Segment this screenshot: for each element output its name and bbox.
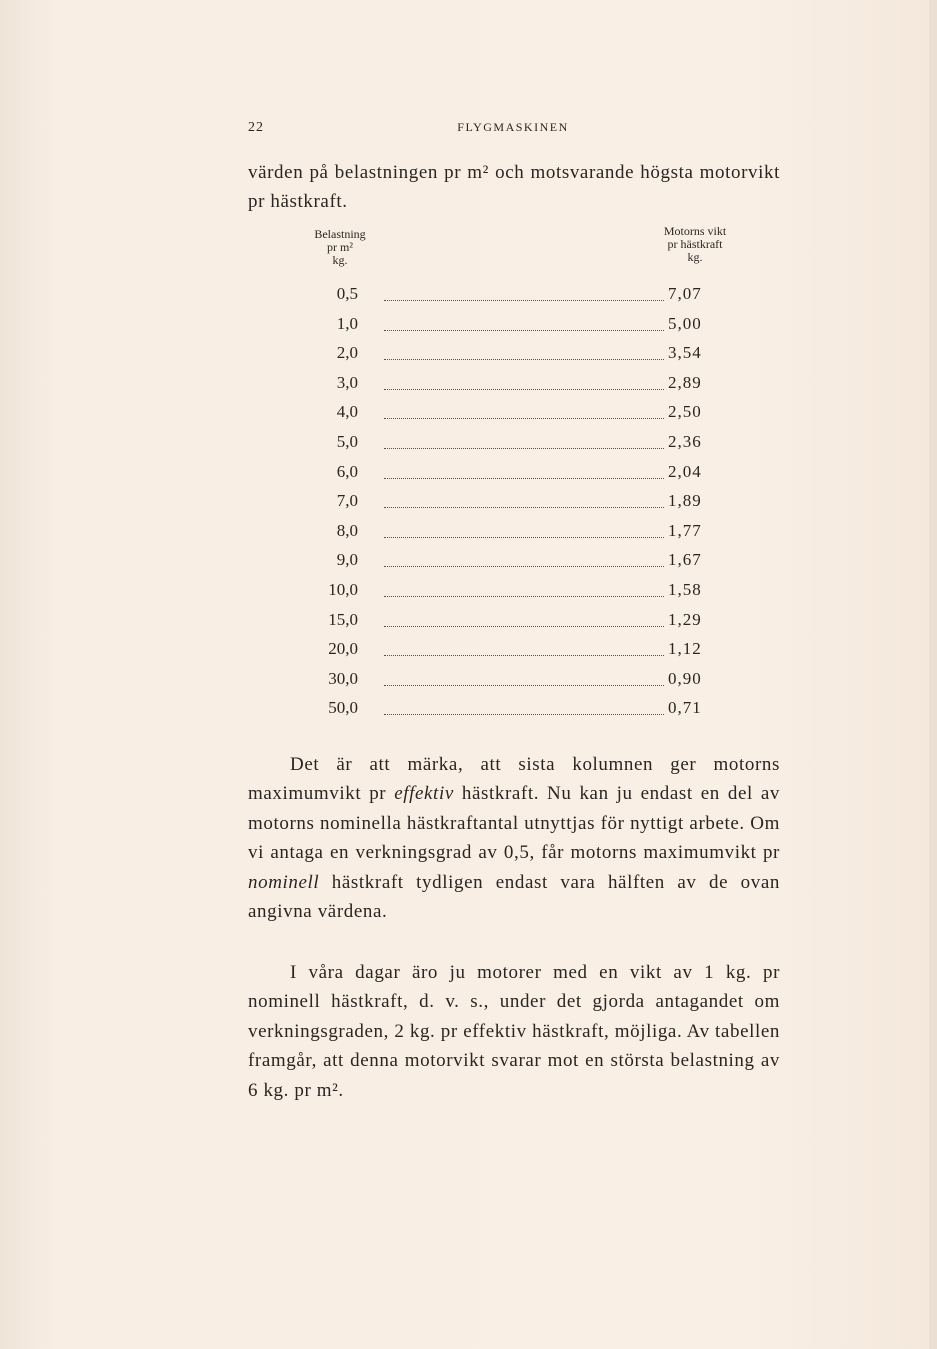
running-title: FLYGMASKINEN [457, 120, 569, 134]
load-value: 7,0 [336, 491, 358, 511]
weight-value: 2,04 [668, 461, 702, 481]
p2-emphasis-nominell: nominell [248, 871, 320, 893]
right-header-line: pr hästkraft [667, 237, 723, 251]
page-header [248, 120, 778, 140]
dot-leader [384, 714, 664, 715]
weight-value: 1,12 [668, 639, 702, 659]
load-value: 9,0 [336, 550, 358, 570]
dot-leader [384, 359, 664, 360]
table-row [300, 284, 720, 314]
dot-leader [384, 300, 664, 301]
load-value: 5,0 [336, 431, 358, 451]
p2-text: hästkraft. Nu kan ju endast en del av motorns nominella hästkraftantal utnyttjas för nyttigt arbete. Om vi antaga en verkningsgrad av 0,5, får motorns maximumvikt pr [248, 783, 780, 864]
load-value: 15,0 [328, 609, 358, 629]
dot-leader [384, 655, 664, 656]
dot-leader [384, 537, 664, 538]
table-row [300, 610, 720, 640]
table-row [300, 373, 720, 403]
paragraph-effective-weight [248, 750, 780, 926]
dot-leader [384, 448, 664, 449]
left-header-line: pr m² [327, 240, 353, 254]
dot-leader [384, 596, 664, 597]
load-value: 10,0 [328, 579, 358, 599]
weight-value: 1,29 [668, 609, 702, 629]
page-edge [929, 0, 937, 1349]
weight-value: 1,67 [668, 550, 702, 570]
weight-value: 0,71 [668, 698, 702, 718]
table-row [300, 639, 720, 669]
table-row [300, 698, 720, 728]
load-value: 20,0 [328, 639, 358, 659]
table-row [300, 343, 720, 373]
right-column-header [620, 225, 770, 264]
load-value: 8,0 [336, 520, 358, 540]
dot-leader [384, 330, 664, 331]
table-row [300, 521, 720, 551]
table-row [300, 550, 720, 580]
load-value: 4,0 [336, 402, 358, 422]
weight-value: 1,77 [668, 520, 702, 540]
dot-leader [384, 685, 664, 686]
table-row [300, 580, 720, 610]
weight-value: 5,00 [668, 313, 702, 333]
dot-leader [384, 478, 664, 479]
p2-text: hästkraft tydligen endast vara hälften av de ovan angivna värdena. [248, 871, 780, 923]
table-row [300, 491, 720, 521]
page-number: 22 [248, 120, 264, 135]
right-header-line: kg. [687, 250, 703, 264]
load-value: 0,5 [336, 284, 358, 303]
load-value: 50,0 [328, 698, 358, 718]
table-row [300, 402, 720, 432]
dot-leader [384, 507, 664, 508]
left-header-line: kg. [332, 253, 348, 267]
load-value: 3,0 [336, 372, 358, 392]
load-value: 6,0 [336, 461, 358, 481]
p2-text: Det är att märka, att sista kolumnen ger motorns maximumvikt pr [248, 754, 780, 805]
table-row [300, 314, 720, 344]
paragraph-modern-motors: I våra dagar äro ju motorer med en vikt av 1 kg. pr nominell hästkraft, d. v. s., under det gjorda antagandet om verkningsgraden, 2 kg. pr effektiv hästkraft, möjliga. Av tabellen framgår, att denna motorvikt svarar mot en största belastning av 6 kg. pr m². [248, 962, 780, 1101]
weight-value: 2,50 [668, 402, 702, 422]
weight-value: 1,58 [668, 579, 702, 599]
load-value: 1,0 [336, 313, 358, 333]
weight-value: 7,07 [668, 284, 702, 303]
load-value: 2,0 [336, 343, 358, 363]
table-row [300, 462, 720, 492]
weight-value: 3,54 [668, 343, 702, 363]
intro-paragraph: värden på belastningen pr m² och motsvarande högsta motorvikt pr hästkraft. [248, 162, 780, 213]
dot-leader [384, 626, 664, 627]
right-header-line: Motorns vikt [663, 224, 727, 238]
weight-value: 1,89 [668, 491, 702, 511]
table-row [300, 669, 720, 699]
table-row [300, 432, 720, 462]
load-value: 30,0 [328, 668, 358, 688]
weight-value: 2,89 [668, 372, 702, 392]
weight-value: 2,36 [668, 431, 702, 451]
weight-value: 0,90 [668, 668, 702, 688]
dot-leader [384, 566, 664, 567]
left-header-line: Belastning [314, 227, 366, 241]
left-column-header [285, 228, 395, 267]
dot-leader [384, 389, 664, 390]
dot-leader [384, 418, 664, 419]
p2-emphasis-effektiv: effektiv [394, 783, 454, 805]
load-weight-table [300, 284, 720, 728]
